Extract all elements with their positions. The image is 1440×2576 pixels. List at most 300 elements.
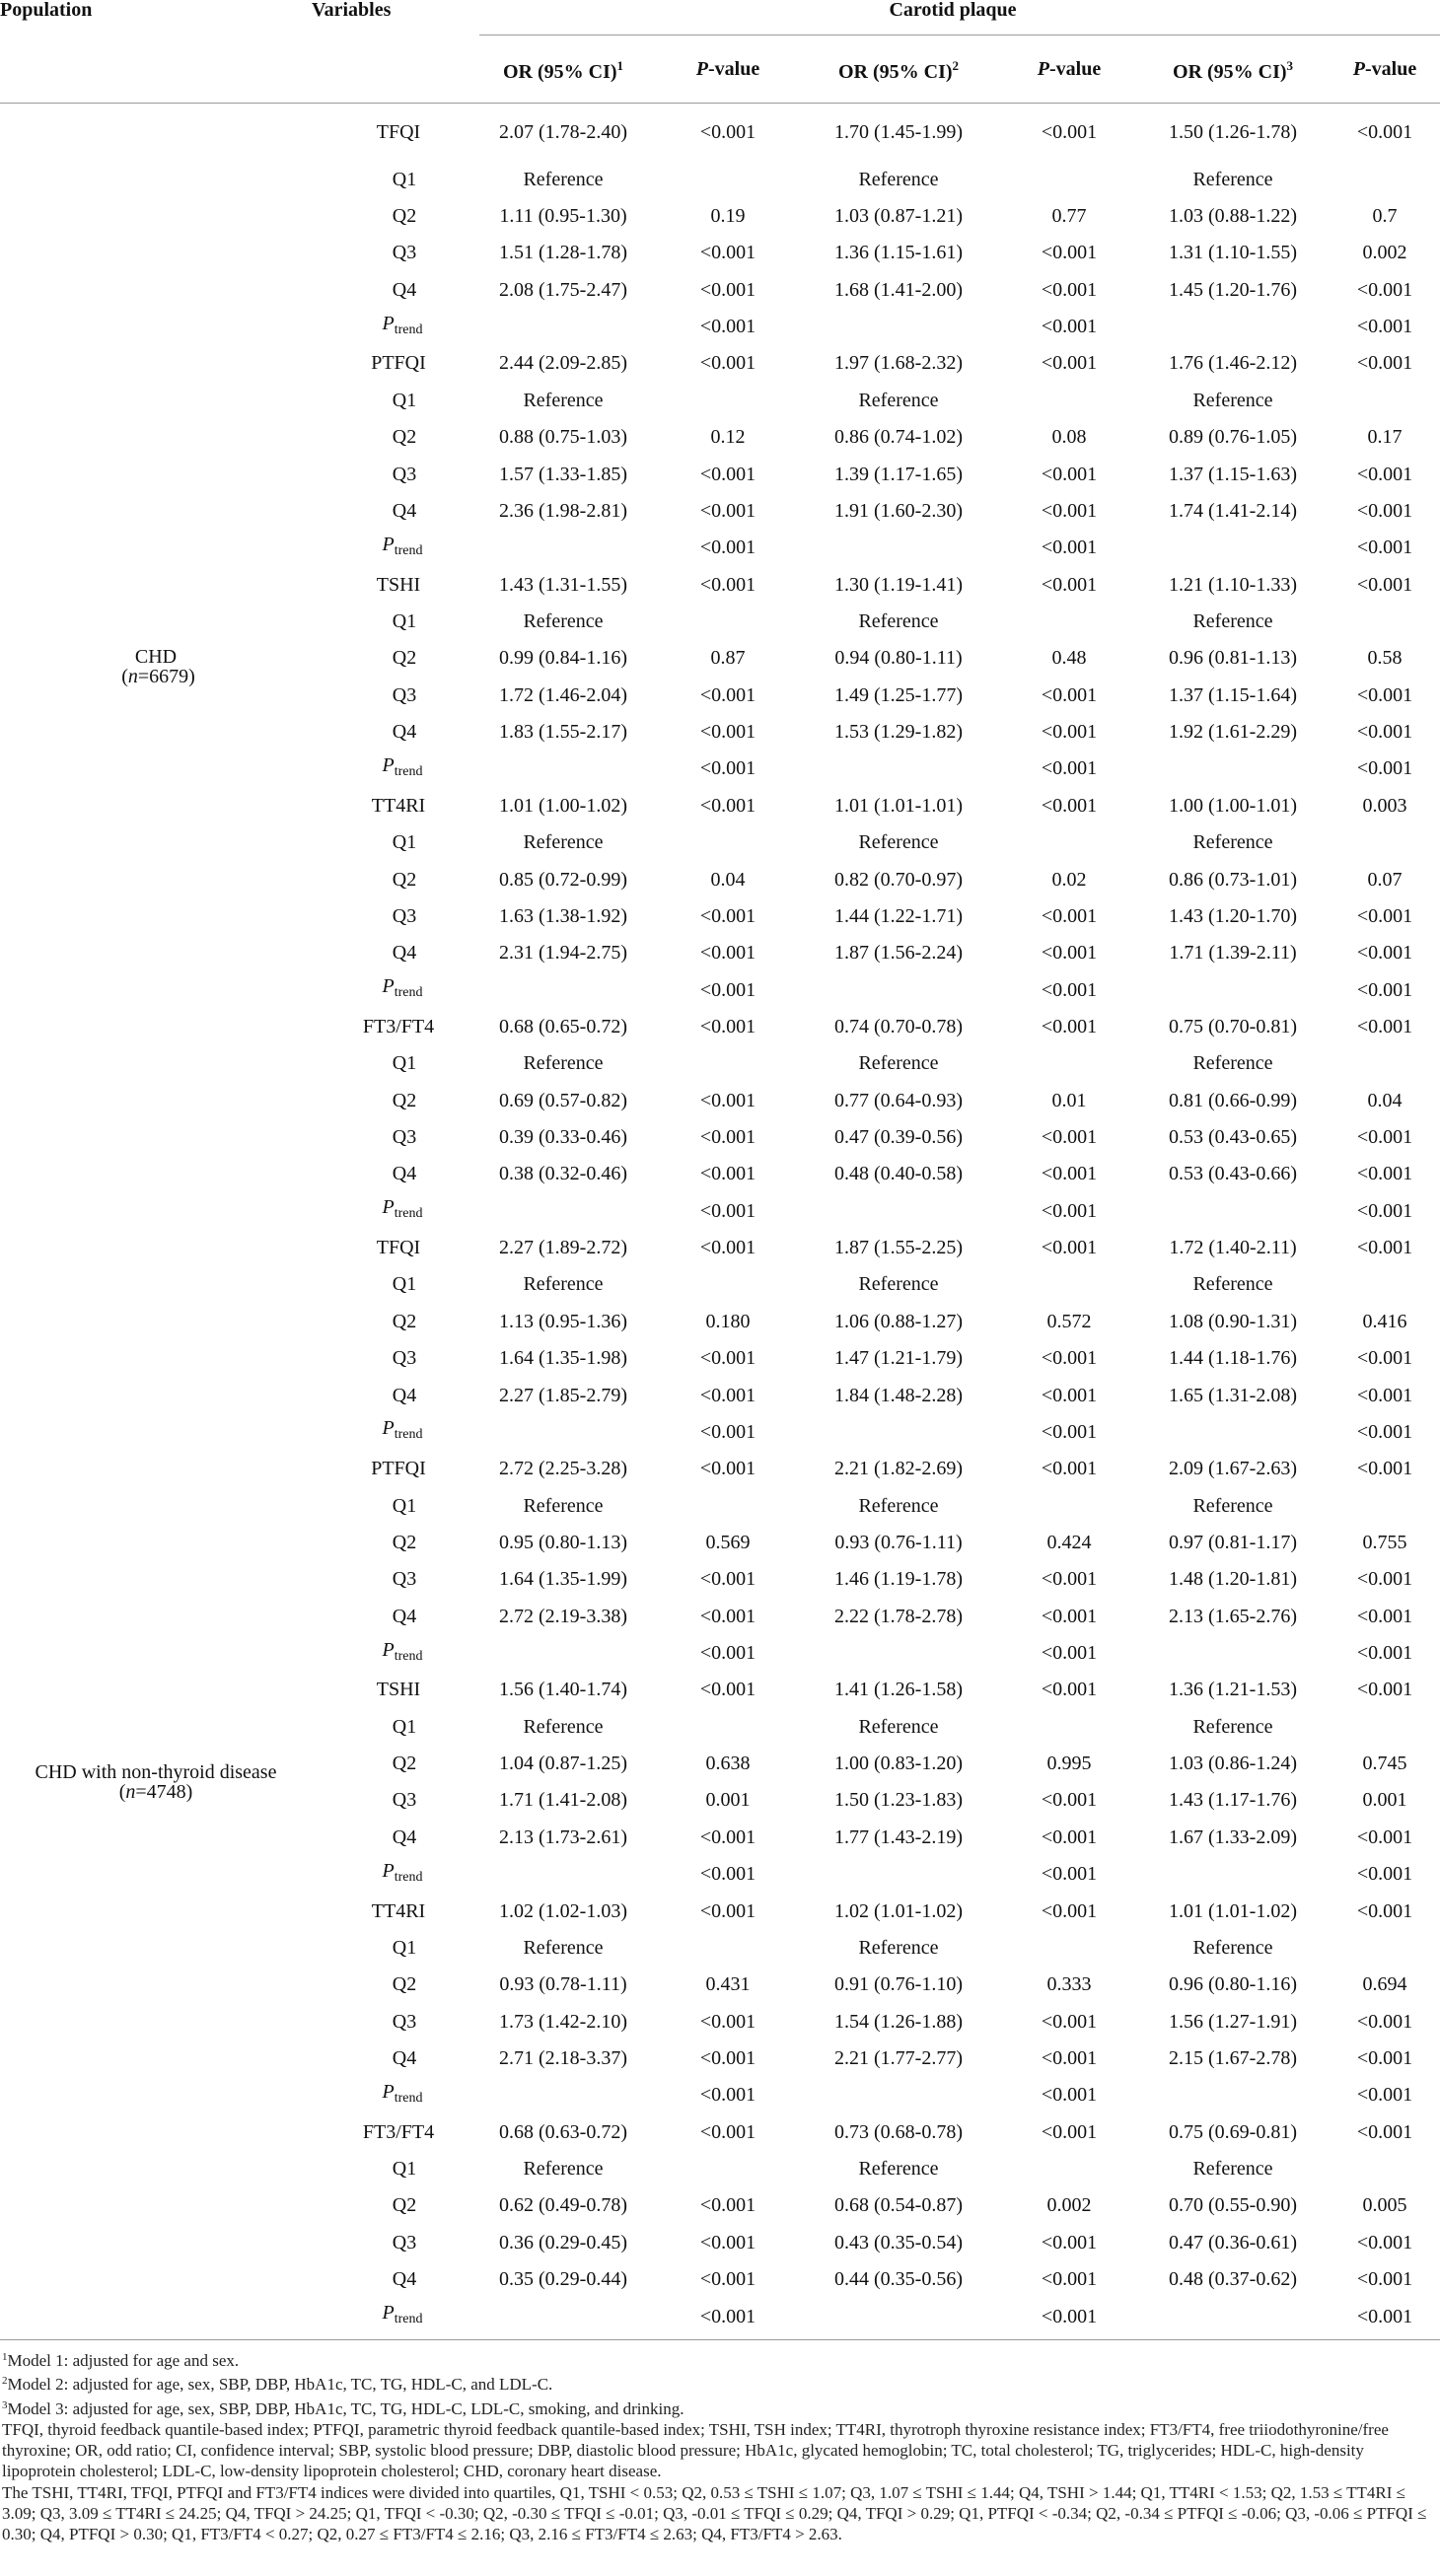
- population-header: Population: [0, 0, 93, 21]
- p-value-cell: 0.002: [1046, 2194, 1092, 2217]
- p-value-cell: 0.416: [1362, 1310, 1407, 1332]
- p-value-cell: <0.001: [1356, 1642, 1413, 1665]
- p-value-cell: <0.001: [1041, 2047, 1098, 2069]
- or-ci-cell: 1.72 (1.40-2.11): [1169, 1237, 1297, 1259]
- or-ci-cell: Reference: [523, 389, 604, 411]
- p-value-cell: <0.001: [1356, 904, 1413, 927]
- p-value-cell: <0.001: [1041, 2084, 1098, 2107]
- or-ci-cell: 1.43 (1.17-1.76): [1169, 1789, 1297, 1812]
- p-value-cell: <0.001: [1041, 1420, 1098, 1443]
- or-ci-cell: 1.02 (1.01-1.02): [834, 1899, 963, 1922]
- p-value-cell: <0.001: [699, 1825, 756, 1848]
- p-value-cell: <0.001: [1041, 278, 1098, 301]
- population-cell: CHD (n=6679): [121, 645, 195, 687]
- variable-name: TSHI: [376, 573, 421, 596]
- quartile-label: Q2: [392, 647, 417, 670]
- quartile-label: Q2: [392, 205, 417, 228]
- p-value-cell: 0.180: [705, 1310, 751, 1332]
- p-value-cell: <0.001: [699, 1163, 756, 1185]
- quartile-label: Q1: [392, 831, 417, 854]
- table-bottom-rule: [0, 2339, 1440, 2340]
- p-value-cell: <0.001: [699, 242, 756, 264]
- p-value-cell: 0.002: [1362, 242, 1407, 264]
- p-value-cell: 0.04: [710, 868, 746, 891]
- or-ci-cell: 1.43 (1.31-1.55): [499, 573, 627, 596]
- p-value-cell: <0.001: [1356, 1015, 1413, 1038]
- or-ci-cell: 1.74 (1.41-2.14): [1169, 499, 1297, 522]
- or-ci-cell: Reference: [523, 1715, 604, 1738]
- p-value-cell: [1002, 823, 1136, 860]
- or-ci-cell: 0.62 (0.49-0.78): [499, 2194, 627, 2217]
- p-value-cell: <0.001: [1356, 1347, 1413, 1370]
- or-ci-cell: 1.71 (1.41-2.08): [499, 1789, 627, 1812]
- p-value-cell: <0.001: [1041, 1237, 1098, 1259]
- p-value-cell: <0.001: [1356, 2231, 1413, 2254]
- p-value-cell: <0.001: [1356, 1899, 1413, 1922]
- or-ci-cell: 0.94 (0.80-1.11): [834, 647, 963, 670]
- p-value-cell: <0.001: [1041, 121, 1098, 143]
- or-ci-cell: 1.36 (1.15-1.61): [834, 242, 963, 264]
- p-value-cell: <0.001: [699, 2010, 756, 2033]
- or-ci-cell: [1136, 1634, 1330, 1671]
- p-value-cell: [661, 1929, 795, 1966]
- p-value-cell: <0.001: [1356, 2010, 1413, 2033]
- p-value-cell: 0.87: [710, 647, 746, 670]
- or-ci-cell: [1136, 530, 1330, 566]
- table-row: [0, 1229, 1440, 1265]
- or-ci-cell: 0.96 (0.80-1.16): [1169, 1973, 1297, 1996]
- or-ci-cell: Reference: [858, 609, 939, 632]
- p-value-cell: <0.001: [1041, 904, 1098, 927]
- or-ci-cell: 0.88 (0.75-1.03): [499, 426, 627, 449]
- or-ci-cell: 1.49 (1.25-1.77): [834, 683, 963, 706]
- or-ci-cell: Reference: [1192, 1273, 1273, 1296]
- p-value-cell: <0.001: [1041, 757, 1098, 780]
- p-value-cell: <0.001: [699, 537, 756, 559]
- or-ci-cell: [795, 1856, 1002, 1893]
- p-value-cell: <0.001: [699, 2268, 756, 2291]
- p-value-cell: <0.001: [1041, 1126, 1098, 1149]
- p-value-cell: <0.001: [699, 1605, 756, 1627]
- quartile-label: Q3: [392, 2231, 417, 2254]
- p-value-cell: [661, 1487, 795, 1524]
- or-ci-cell: 1.65 (1.31-2.08): [1169, 1384, 1297, 1406]
- p-trend-label: $P_{trend}$: [382, 533, 423, 558]
- p-value-cell: <0.001: [1356, 463, 1413, 485]
- p-value-cell: [1330, 1045, 1440, 1082]
- quartile-label: Q4: [392, 499, 417, 522]
- or-ci-cell: 1.46 (1.19-1.78): [834, 1568, 963, 1591]
- quartile-label: Q1: [392, 168, 417, 190]
- p-value-cell: <0.001: [1356, 1199, 1413, 1222]
- or-ci-cell: Reference: [1192, 609, 1273, 632]
- or-ci-cell: 0.73 (0.68-0.78): [834, 2120, 963, 2143]
- p-value-cell: <0.001: [699, 683, 756, 706]
- or-ci-cell: 2.09 (1.67-2.63): [1169, 1458, 1297, 1480]
- p-value-cell: <0.001: [699, 1347, 756, 1370]
- quartile-label: Q2: [392, 2194, 417, 2217]
- variable-name: PTFQI: [371, 352, 426, 375]
- or-ci-cell: 0.43 (0.35-0.54): [834, 2231, 963, 2254]
- p-value-cell: [661, 1708, 795, 1745]
- or-ci-cell: 0.86 (0.74-1.02): [834, 426, 963, 449]
- or-ci-cell: [466, 2298, 661, 2334]
- p-model-1-header: P-value: [695, 58, 760, 80]
- p-value-cell: <0.001: [1041, 2120, 1098, 2143]
- p-value-cell: <0.001: [699, 2231, 756, 2254]
- p-value-cell: 0.08: [1051, 426, 1087, 449]
- header-row-top: [0, 0, 1440, 36]
- p-value-cell: 0.77: [1051, 205, 1087, 228]
- variable-name: TT4RI: [371, 794, 426, 817]
- p-value-cell: 0.01: [1051, 1089, 1087, 1111]
- p-value-cell: <0.001: [1041, 1605, 1098, 1627]
- or-ci-cell: [795, 2298, 1002, 2334]
- p-value-cell: <0.001: [699, 1089, 756, 1111]
- footnote-1: $^1$Model 1: adjusted for age and sex.: [2, 2351, 240, 2370]
- p-value-cell: <0.001: [1041, 1347, 1098, 1370]
- p-value-cell: 0.12: [710, 426, 746, 449]
- or-ci-cell: 0.82 (0.70-0.97): [834, 868, 963, 891]
- p-value-cell: <0.001: [1041, 721, 1098, 744]
- or-ci-cell: [466, 971, 661, 1008]
- or-ci-cell: Reference: [1192, 1494, 1273, 1517]
- p-trend-label: $P_{trend}$: [382, 1859, 423, 1885]
- quartile-label: Q2: [392, 1531, 417, 1553]
- p-value-cell: <0.001: [1041, 1863, 1098, 1886]
- p-value-cell: [1002, 603, 1136, 639]
- or-ci-cell: [466, 530, 661, 566]
- or-ci-cell: 1.64 (1.35-1.99): [499, 1568, 627, 1591]
- p-value-cell: <0.001: [699, 1863, 756, 1886]
- or-ci-cell: 1.71 (1.39-2.11): [1169, 942, 1297, 965]
- or-ci-cell: [795, 1413, 1002, 1450]
- p-trend-label: $P_{trend}$: [382, 312, 423, 337]
- or-model-1-header: OR (95% CI)$^1$: [502, 58, 624, 83]
- or-ci-cell: Reference: [858, 1936, 939, 1959]
- or-ci-cell: 1.03 (0.87-1.21): [834, 205, 963, 228]
- quartile-label: Q1: [392, 389, 417, 411]
- p-value-cell: <0.001: [1041, 1568, 1098, 1591]
- p-trend-label: $P_{trend}$: [382, 2302, 423, 2327]
- or-ci-cell: 2.08 (1.75-2.47): [499, 278, 627, 301]
- p-value-cell: <0.001: [699, 1015, 756, 1038]
- or-ci-cell: [1136, 308, 1330, 344]
- p-value-cell: <0.001: [1356, 2305, 1413, 2327]
- or-ci-cell: 0.89 (0.76-1.05): [1169, 426, 1297, 449]
- p-value-cell: <0.001: [1041, 1199, 1098, 1222]
- or-ci-cell: Reference: [1192, 168, 1273, 190]
- quartile-label: Q4: [392, 278, 417, 301]
- or-ci-cell: 1.84 (1.48-2.28): [834, 1384, 963, 1406]
- or-ci-cell: 0.39 (0.33-0.46): [499, 1126, 627, 1149]
- p-value-cell: 0.694: [1362, 1973, 1407, 1996]
- or-ci-cell: 0.47 (0.39-0.56): [834, 1126, 963, 1149]
- p-value-cell: [1002, 1929, 1136, 1966]
- p-value-cell: <0.001: [1356, 1679, 1413, 1701]
- p-value-cell: <0.001: [699, 1384, 756, 1406]
- or-ci-cell: 0.81 (0.66-0.99): [1169, 1089, 1297, 1111]
- p-value-cell: [1330, 1266, 1440, 1303]
- p-value-cell: [1002, 1708, 1136, 1745]
- p-value-cell: <0.001: [699, 1237, 756, 1259]
- p-value-cell: [661, 382, 795, 418]
- or-ci-cell: Reference: [523, 168, 604, 190]
- footnote-2: $^2$Model 2: adjusted for age, sex, SBP, DBP, HbA1c, TC, TG, HDL-C, and LDL-C.: [2, 2375, 553, 2395]
- p-value-cell: <0.001: [1356, 1163, 1413, 1185]
- p-value-cell: <0.001: [1041, 1679, 1098, 1701]
- or-ci-cell: [1136, 1192, 1330, 1229]
- p-value-cell: 0.333: [1046, 1973, 1092, 1996]
- p-value-cell: 0.572: [1046, 1310, 1092, 1332]
- quartile-label: Q3: [392, 1789, 417, 1812]
- or-ci-cell: 1.00 (0.83-1.20): [834, 1753, 963, 1775]
- or-ci-cell: 1.87 (1.56-2.24): [834, 942, 963, 965]
- p-value-cell: <0.001: [699, 1199, 756, 1222]
- or-ci-cell: 0.77 (0.64-0.93): [834, 1089, 963, 1111]
- or-model-3-header: OR (95% CI)$^3$: [1172, 58, 1294, 83]
- p-value-cell: <0.001: [1356, 683, 1413, 706]
- or-ci-cell: 0.38 (0.32-0.46): [499, 1163, 627, 1185]
- or-ci-cell: 1.68 (1.41-2.00): [834, 278, 963, 301]
- p-value-cell: [661, 603, 795, 639]
- p-value-cell: [1330, 1929, 1440, 1966]
- or-ci-cell: [466, 751, 661, 787]
- p-value-cell: <0.001: [1041, 463, 1098, 485]
- or-ci-cell: 1.56 (1.40-1.74): [499, 1679, 627, 1701]
- quartile-note: The TSHI, TT4RI, TFQI, PTFQI and FT3/FT4 indices were divided into quartiles, Q1, TSHI < 0.53; Q2, 0.53 ≤ TSHI ≤ 1.07; Q3, 1.07 ≤ TSHI ≤ 1.44; Q4, TSHI > 1.44; Q1, TT4RI < 1.53; Q2, 1.53 ≤ TT4RI ≤ 3.09; Q3, 3.09 ≤ TT4RI ≤ 24.25; Q4, TFQI > 24.25; Q1, TFQI < -0.30; Q2, -0.30 ≤ TFQI ≤ -0.01; Q3, -0.01 ≤ TFQI ≤ 0.29; Q4, TFQI > 0.29; Q1, PTFQI < -0.34; Q2, -0.34 ≤ PTFQI ≤ -0.06; Q3, -0.06 ≤ PTFQI ≤ 0.30; Q4, PTFQI > 0.30; Q1, FT3/FT4 < 0.27; Q2, 0.27 ≤ FT3/FT4 ≤ 2.16; Q3, 2.16 ≤ FT3/FT4 ≤ 2.63; Q4, FT3/FT4 > 2.63.: [2, 2482, 1427, 2544]
- p-value-cell: <0.001: [1356, 1237, 1413, 1259]
- or-ci-cell: 0.48 (0.37-0.62): [1169, 2268, 1297, 2291]
- quartile-label: Q1: [392, 1715, 417, 1738]
- p-value-cell: <0.001: [699, 757, 756, 780]
- p-trend-label: $P_{trend}$: [382, 1638, 423, 1664]
- quartile-label: Q1: [392, 1494, 417, 1517]
- or-ci-cell: Reference: [523, 1052, 604, 1075]
- population-cell: CHD with non-thyroid disease (n=4748): [35, 1760, 277, 1803]
- p-value-cell: <0.001: [699, 278, 756, 301]
- p-value-cell: <0.001: [1356, 1825, 1413, 1848]
- or-ci-cell: [1136, 751, 1330, 787]
- or-ci-cell: [795, 308, 1002, 344]
- or-ci-cell: 0.68 (0.65-0.72): [499, 1015, 627, 1038]
- p-value-cell: 0.07: [1367, 868, 1403, 891]
- p-value-cell: <0.001: [699, 121, 756, 143]
- quartile-label: Q3: [392, 904, 417, 927]
- or-ci-cell: [466, 1856, 661, 1893]
- variable-name: TT4RI: [371, 1899, 426, 1922]
- quartile-label: Q1: [392, 609, 417, 632]
- quartile-label: Q3: [392, 683, 417, 706]
- p-value-cell: <0.001: [699, 1679, 756, 1701]
- p-value-cell: [1330, 161, 1440, 197]
- p-value-cell: 0.7: [1372, 205, 1398, 228]
- or-ci-cell: 1.00 (1.00-1.01): [1169, 794, 1297, 817]
- variable-name: TSHI: [376, 1679, 421, 1701]
- p-value-cell: <0.001: [699, 352, 756, 375]
- or-ci-cell: 2.21 (1.82-2.69): [834, 1458, 963, 1480]
- p-value-cell: <0.001: [699, 2120, 756, 2143]
- p-value-cell: <0.001: [1356, 2047, 1413, 2069]
- p-trend-label: $P_{trend}$: [382, 1196, 423, 1222]
- or-ci-cell: [795, 1634, 1002, 1671]
- or-ci-cell: 1.57 (1.33-1.85): [499, 463, 627, 485]
- quartile-label: Q4: [392, 2047, 417, 2069]
- or-ci-cell: 1.77 (1.43-2.19): [834, 1825, 963, 1848]
- or-ci-cell: Reference: [858, 1494, 939, 1517]
- p-value-cell: <0.001: [1356, 1458, 1413, 1480]
- p-value-cell: 0.58: [1367, 647, 1403, 670]
- p-value-cell: <0.001: [1041, 942, 1098, 965]
- p-value-cell: 0.005: [1362, 2194, 1407, 2217]
- or-ci-cell: 1.48 (1.20-1.81): [1169, 1568, 1297, 1591]
- p-value-cell: [1330, 1487, 1440, 1524]
- or-ci-cell: Reference: [858, 2158, 939, 2181]
- or-ci-cell: 1.83 (1.55-2.17): [499, 721, 627, 744]
- or-ci-cell: 1.67 (1.33-2.09): [1169, 1825, 1297, 1848]
- p-value-cell: 0.995: [1046, 1753, 1092, 1775]
- p-value-cell: <0.001: [1041, 1163, 1098, 1185]
- or-ci-cell: 1.73 (1.42-2.10): [499, 2010, 627, 2033]
- or-ci-cell: Reference: [523, 1494, 604, 1517]
- or-ci-cell: 2.36 (1.98-2.81): [499, 499, 627, 522]
- p-value-cell: <0.001: [699, 978, 756, 1001]
- quartile-label: Q1: [392, 2158, 417, 2181]
- p-value-cell: <0.001: [1356, 978, 1413, 1001]
- or-ci-cell: 1.51 (1.28-1.78): [499, 242, 627, 264]
- or-ci-cell: 1.97 (1.68-2.32): [834, 352, 963, 375]
- p-value-cell: <0.001: [1041, 2010, 1098, 2033]
- or-ci-cell: Reference: [1192, 1052, 1273, 1075]
- p-value-cell: <0.001: [1356, 316, 1413, 338]
- or-ci-cell: [795, 2077, 1002, 2113]
- p-value-cell: [1330, 823, 1440, 860]
- quartile-label: Q1: [392, 1273, 417, 1296]
- p-value-cell: <0.001: [699, 1458, 756, 1480]
- or-ci-cell: 0.68 (0.54-0.87): [834, 2194, 963, 2217]
- p-value-cell: <0.001: [1041, 978, 1098, 1001]
- p-value-cell: [1002, 1266, 1136, 1303]
- p-value-cell: <0.001: [1041, 352, 1098, 375]
- p-value-cell: <0.001: [1041, 1899, 1098, 1922]
- or-ci-cell: 0.53 (0.43-0.65): [1169, 1126, 1297, 1149]
- or-ci-cell: 2.13 (1.65-2.76): [1169, 1605, 1297, 1627]
- or-ci-cell: 1.44 (1.22-1.71): [834, 904, 963, 927]
- or-ci-cell: 0.47 (0.36-0.61): [1169, 2231, 1297, 2254]
- or-ci-cell: 1.91 (1.60-2.30): [834, 499, 963, 522]
- p-value-cell: <0.001: [1041, 316, 1098, 338]
- or-ci-cell: Reference: [523, 1936, 604, 1959]
- variable-name: TFQI: [376, 121, 421, 143]
- p-value-cell: <0.001: [1356, 942, 1413, 965]
- p-value-cell: [1002, 2150, 1136, 2186]
- p-value-cell: <0.001: [1356, 2120, 1413, 2143]
- p-value-cell: <0.001: [699, 942, 756, 965]
- p-value-cell: [1002, 1487, 1136, 1524]
- or-ci-cell: Reference: [1192, 2158, 1273, 2181]
- p-value-cell: 0.48: [1051, 647, 1087, 670]
- or-ci-cell: 1.44 (1.18-1.76): [1169, 1347, 1297, 1370]
- p-value-cell: [1330, 382, 1440, 418]
- or-ci-cell: 0.48 (0.40-0.58): [834, 1163, 963, 1185]
- or-ci-cell: [1136, 971, 1330, 1008]
- carotid-plaque-header: Carotid plaque: [466, 0, 1440, 36]
- or-ci-cell: 0.69 (0.57-0.82): [499, 1089, 627, 1111]
- p-value-cell: [661, 161, 795, 197]
- or-ci-cell: 0.85 (0.72-0.99): [499, 868, 627, 891]
- or-ci-cell: [1136, 2298, 1330, 2334]
- variable-name: TFQI: [376, 1237, 421, 1259]
- or-ci-cell: 0.91 (0.76-1.10): [834, 1973, 963, 1996]
- p-model-3-header: P-value: [1352, 58, 1417, 80]
- or-ci-cell: 0.93 (0.78-1.11): [499, 1973, 627, 1996]
- or-ci-cell: 1.47 (1.21-1.79): [834, 1347, 963, 1370]
- p-value-cell: <0.001: [1356, 573, 1413, 596]
- p-trend-label: $P_{trend}$: [382, 1417, 423, 1443]
- or-ci-cell: 0.75 (0.70-0.81): [1169, 1015, 1297, 1038]
- or-ci-cell: 2.31 (1.94-2.75): [499, 942, 627, 965]
- p-value-cell: <0.001: [1041, 2268, 1098, 2291]
- or-ci-cell: 1.08 (0.90-1.31): [1169, 1310, 1297, 1332]
- or-ci-cell: 1.01 (1.00-1.02): [499, 794, 627, 817]
- or-ci-cell: 0.95 (0.80-1.13): [499, 1531, 627, 1553]
- or-ci-cell: 1.45 (1.20-1.76): [1169, 278, 1297, 301]
- p-value-cell: <0.001: [699, 794, 756, 817]
- quartile-label: Q2: [392, 1973, 417, 1996]
- p-value-cell: <0.001: [699, 2305, 756, 2327]
- or-ci-cell: 0.36 (0.29-0.45): [499, 2231, 627, 2254]
- p-model-2-header: P-value: [1037, 58, 1102, 80]
- or-ci-cell: Reference: [1192, 1936, 1273, 1959]
- quartile-label: Q3: [392, 1347, 417, 1370]
- or-ci-cell: 1.56 (1.27-1.91): [1169, 2010, 1297, 2033]
- or-ci-cell: Reference: [858, 168, 939, 190]
- table-body: [0, 104, 1440, 2335]
- or-ci-cell: 2.44 (2.09-2.85): [499, 352, 627, 375]
- or-ci-cell: 0.97 (0.81-1.17): [1169, 1531, 1297, 1553]
- or-ci-cell: [1136, 2077, 1330, 2113]
- p-value-cell: <0.001: [1041, 1015, 1098, 1038]
- quartile-label: Q4: [392, 2268, 417, 2291]
- or-ci-cell: 1.21 (1.10-1.33): [1169, 573, 1297, 596]
- or-ci-cell: 0.35 (0.29-0.44): [499, 2268, 627, 2291]
- p-value-cell: <0.001: [1356, 352, 1413, 375]
- or-ci-cell: 0.96 (0.81-1.13): [1169, 647, 1297, 670]
- or-ci-cell: 1.39 (1.17-1.65): [834, 463, 963, 485]
- or-ci-cell: [795, 971, 1002, 1008]
- or-ci-cell: 2.71 (2.18-3.37): [499, 2047, 627, 2069]
- or-ci-cell: 0.68 (0.63-0.72): [499, 2120, 627, 2143]
- p-value-cell: <0.001: [1356, 537, 1413, 559]
- p-value-cell: [1330, 2150, 1440, 2186]
- or-ci-cell: Reference: [523, 609, 604, 632]
- p-value-cell: <0.001: [1041, 573, 1098, 596]
- or-ci-cell: 1.43 (1.20-1.70): [1169, 904, 1297, 927]
- quartile-label: Q4: [392, 1384, 417, 1406]
- or-ci-cell: 0.75 (0.69-0.81): [1169, 2120, 1297, 2143]
- p-value-cell: <0.001: [1041, 499, 1098, 522]
- p-value-cell: 0.431: [705, 1973, 751, 1996]
- or-model-2-header: OR (95% CI)$^2$: [837, 58, 960, 83]
- quartile-label: Q4: [392, 1163, 417, 1185]
- p-value-cell: 0.04: [1367, 1089, 1403, 1111]
- p-value-cell: <0.001: [1041, 683, 1098, 706]
- or-ci-cell: 1.50 (1.26-1.78): [1169, 121, 1297, 143]
- p-value-cell: <0.001: [699, 1126, 756, 1149]
- quartile-label: Q3: [392, 1126, 417, 1149]
- or-ci-cell: 1.63 (1.38-1.92): [499, 904, 627, 927]
- or-ci-cell: [795, 751, 1002, 787]
